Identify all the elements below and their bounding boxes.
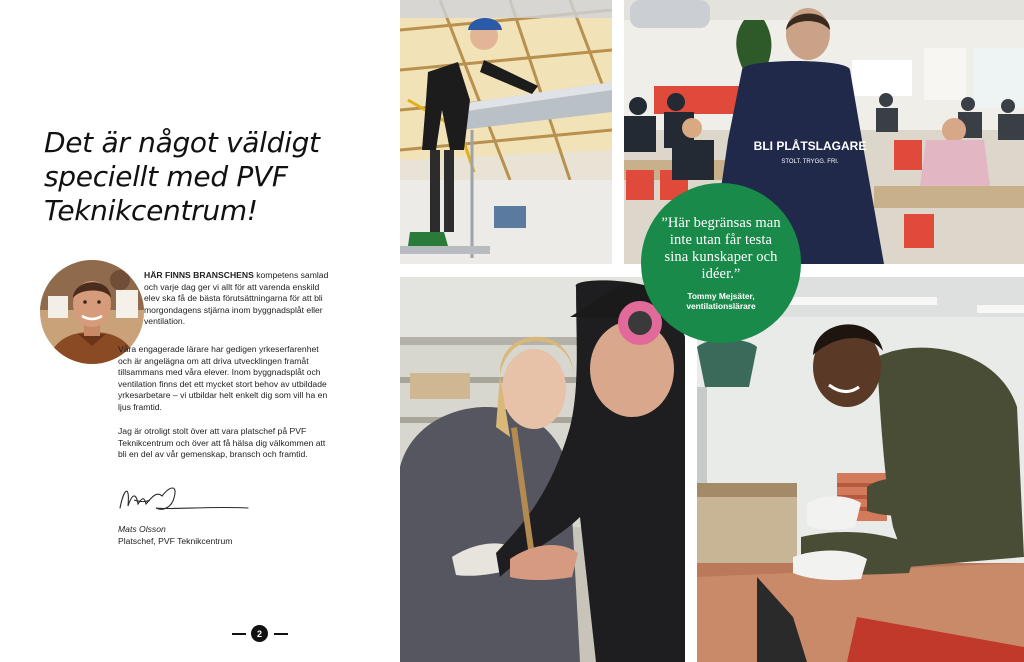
page-number-badge: 2: [251, 625, 268, 642]
body-paragraph-1: Våra engagerade lärare har gedigen yrkeserfarenhet och är angelägna om att driva utvecklingen framåt tillsammans med våra elever. Inom byggnadsplåt och ventilation finns det ett mycket stort behov av utbildade yrkesarbetare – vi utbildar helt enkelt dig som vill ha en ljus framtid.: [118, 344, 328, 412]
hoodie-print-main: BLI PLÅTSLAGARE: [753, 139, 867, 153]
signature-name: Mats Olsson: [118, 524, 166, 534]
intro-lead: HÄR FINNS BRANSCHENS: [144, 270, 254, 280]
photo-workshop-pair: [400, 277, 685, 662]
page-headline: Det är något väldigt speciellt med PVF Teknikcentrum!: [44, 126, 320, 227]
text-page: [0, 0, 400, 662]
page-number-rule-right: [274, 633, 288, 635]
hoodie-print-sub: STOLT. TRYGG. FRI.: [781, 159, 839, 165]
body-paragraph-2: Jag är otroligt stolt över att vara platschef på PVF Teknikcentrum och över att få hälsa dig välkommen att bli en del av vår gemenskap, bransch och framtid.: [118, 426, 326, 459]
quote-text: ”Här begränsas man inte utan får testa sina kunskaper och idéer.”: [661, 214, 781, 282]
quote-badge: [641, 183, 801, 343]
page-number: [232, 625, 288, 643]
intro-text: kompetens samlad och varje dag ger vi allt för att varenda enskild elev ska få de bästa förutsättningarna för att bli morgondagens stjärna inom byggnadsplåt eller ventilation.: [144, 270, 329, 326]
page-number-rule-left: [232, 633, 246, 635]
signature-role: Platschef, PVF Teknikcentrum: [118, 536, 233, 546]
intro-paragraph: [144, 270, 329, 328]
quote-author: Tommy Mejsäter, ventilationslärare: [686, 290, 756, 311]
handwritten-signature: [116, 478, 256, 518]
photo-ceiling-work: [400, 0, 612, 264]
